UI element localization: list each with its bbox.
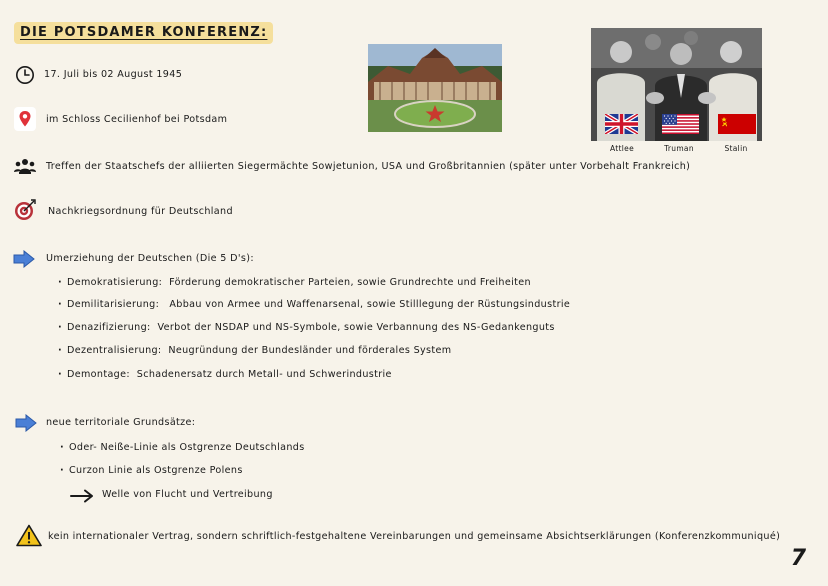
place-text: im Schloss Cecilienhof bei Potsdam — [46, 114, 228, 125]
arrow-right-icon — [13, 248, 35, 270]
reeducation-heading: Umerziehung der Deutschen (Die 5 D's): — [46, 253, 254, 264]
page-title: DIE POTSDAMER KONFERENZ: — [14, 22, 273, 44]
location-pin-icon — [14, 107, 36, 131]
list-item: · Denazifizierung: Verbot der NSDAP und NS-Symbole, sowie Verbannung des NS-Gedankenguts — [58, 322, 555, 333]
target-icon — [14, 199, 36, 221]
meeting-text: Treffen der Staatschefs der alliierten Siegermächte Sowjetunion, USA und Großbritannien (später unter Vorbehalt Frankreich) — [46, 161, 691, 172]
soviet-flag-icon — [718, 114, 756, 134]
list-item: · Dezentralisierung: Neugründung der Bundesländer und förderales System — [58, 345, 451, 356]
list-item: · Curzon Linie als Ostgrenze Polens — [60, 465, 243, 476]
clock-icon — [14, 64, 36, 86]
territorial-heading: neue territoriale Grundsätze: — [46, 417, 196, 428]
caption-stalin: Stalin — [724, 144, 748, 153]
list-item: · Demilitarisierung: Abbau von Armee und Waffenarsenal, sowie Stilllegung der Rüstungsindustrie — [58, 299, 570, 310]
people-icon — [14, 156, 36, 178]
caption-truman: Truman — [664, 144, 694, 153]
warning-icon — [16, 523, 42, 547]
page-number: 7 — [790, 546, 806, 571]
consequence-arrow-icon — [70, 485, 94, 507]
goal-text: Nachkriegsordnung für Deutschland — [48, 206, 233, 217]
warning-text: kein internationaler Vertrag, sondern schriftlich-festgehaltene Vereinbarungen und gemeinsame Absichtserklärungen (Konferenzkommuniqué) — [48, 531, 781, 542]
caption-attlee: Attlee — [610, 144, 634, 153]
list-item: · Oder- Neiße-Linie als Ostgrenze Deutschlands — [60, 442, 305, 453]
consequence-text: Welle von Flucht und Vertreibung — [102, 489, 273, 500]
uk-flag-icon — [605, 114, 638, 134]
list-item: · Demontage: Schadenersatz durch Metall- und Schwerindustrie — [58, 369, 392, 380]
date-text: 17. Juli bis 02 August 1945 — [44, 69, 183, 80]
list-item: · Demokratisierung: Förderung demokratischer Parteien, sowie Grundrechte und Freiheiten — [58, 277, 531, 288]
cecilienhof-photo — [368, 44, 502, 132]
usa-flag-icon — [662, 114, 699, 134]
arrow-right-icon — [15, 412, 37, 434]
